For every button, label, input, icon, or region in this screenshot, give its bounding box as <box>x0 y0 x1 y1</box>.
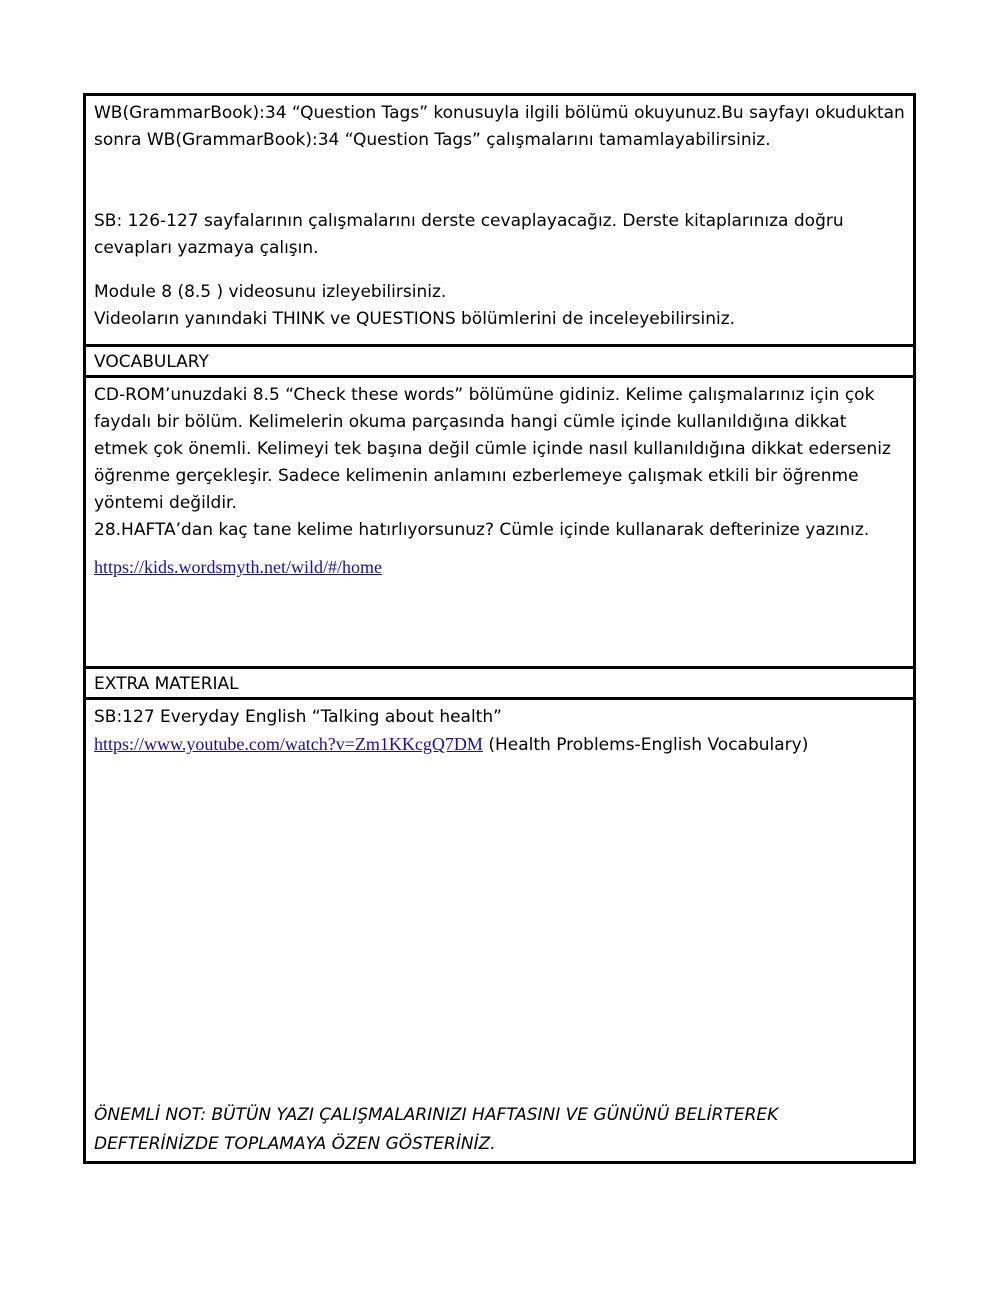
cd-rom-instruction: CD-ROM’unuzdaki 8.5 “Check these words” bölümüne gidiniz. Kelime çalışmalarınız için çok faydalı bir bölüm. Kelimelerin okuma parçasında hangi cümle içinde kullanıldığına dikkat etmek çok önemli. Kelimeyi tek başına değil cümle içinde nasıl kullanıldığına dikkat ederseniz öğrenme gerçekleşir. Sadece kelimenin anlamını ezberlemeye çalışmak etkili bir öğrenme yöntemi değildir. <box>94 385 891 513</box>
youtube-line <box>94 731 905 759</box>
think-questions-instruction: Videoların yanındaki THINK ve QUESTIONS bölümlerini de inceleyebilirsiniz. <box>94 309 736 329</box>
week-28-instruction: 28.HAFTA’dan kaç tane kelime hatırlıyorsunuz? Cümle içinde kullanarak defterinize yazınız. <box>94 520 870 540</box>
everyday-english-line: SB:127 Everyday English “Talking about health” <box>94 707 502 727</box>
student-book-instruction: SB: 126-127 sayfalarının çalışmalarını derste cevaplayacağız. Derste kitaplarınıza doğru cevapları yazmaya çalışın. <box>94 211 844 258</box>
vocabulary-heading: VOCABULARY <box>86 344 913 375</box>
instructions-cell <box>86 96 913 344</box>
wordsmyth-link[interactable]: https://kids.wordsmyth.net/wild/#/home <box>94 557 382 577</box>
extra-material-heading: EXTRA MATERIAL <box>86 666 913 697</box>
vocabulary-cell <box>86 375 913 666</box>
youtube-link[interactable]: https://www.youtube.com/watch?v=Zm1KKcgQ7DM <box>94 734 483 754</box>
extra-material-cell <box>86 697 913 1161</box>
grammar-book-instruction: WB(GrammarBook):34 “Question Tags” konusuyla ilgili bölümü okuyunuz.Bu sayfayı okuduktan sonra WB(GrammarBook):34 “Question Tags” çalışmalarını tamamlayabilirsiniz. <box>94 103 905 150</box>
youtube-link-note: (Health Problems-English Vocabulary) <box>488 735 809 755</box>
worksheet-table <box>83 93 916 1164</box>
important-note: ÖNEMLİ NOT: BÜTÜN YAZI ÇALIŞMALARINIZI HAFTASINI VE GÜNÜNÜ BELİRTEREK DEFTERİNİZDE TOPLAMAYA ÖZEN GÖSTERİNİZ. <box>94 1105 779 1154</box>
video-instruction: Module 8 (8.5 ) videosunu izleyebilirsiniz. <box>94 282 447 302</box>
